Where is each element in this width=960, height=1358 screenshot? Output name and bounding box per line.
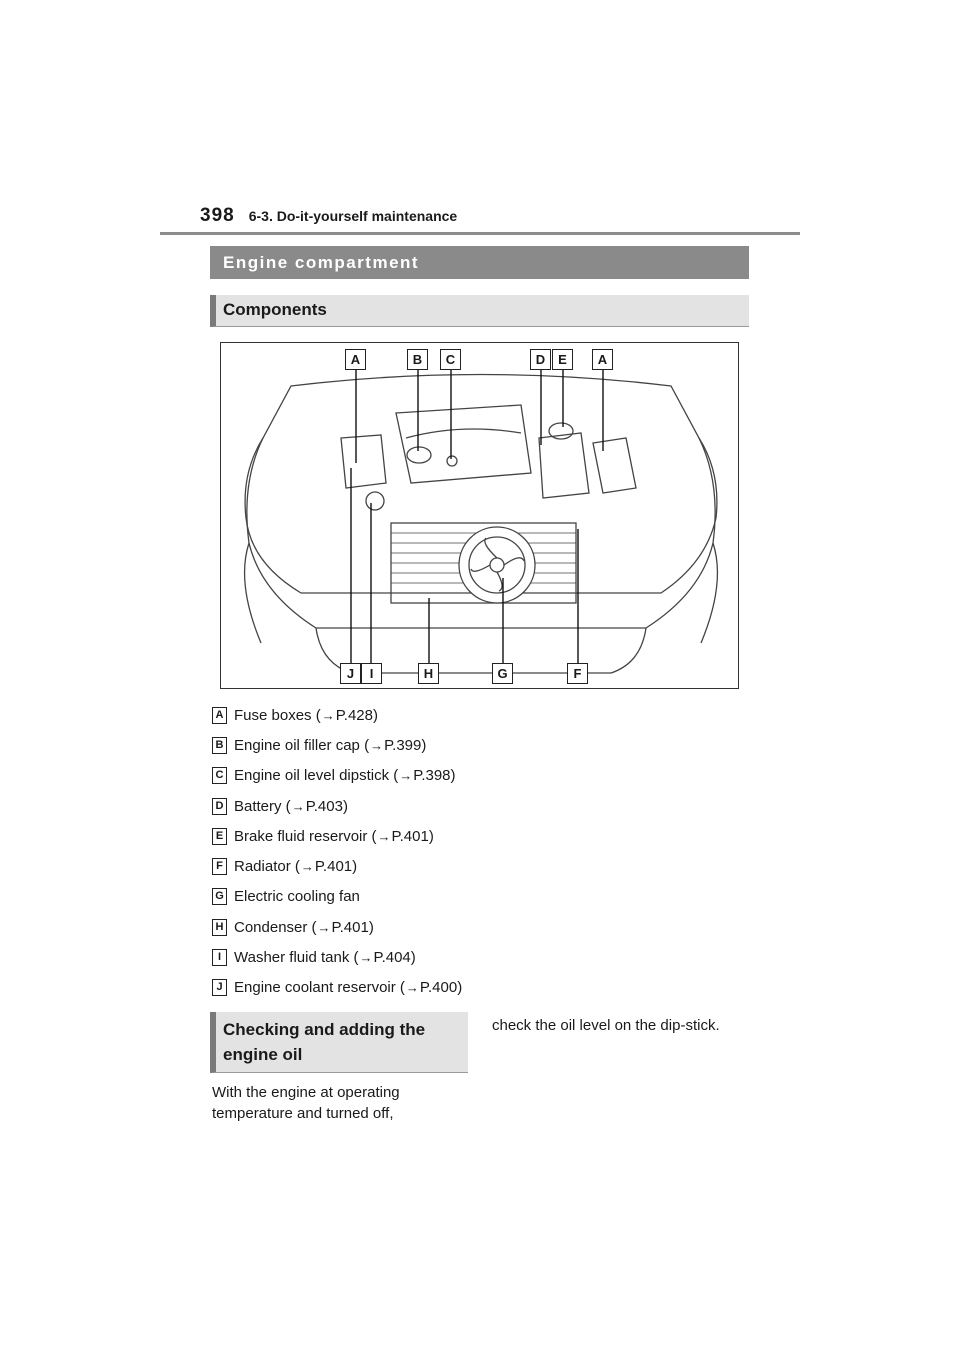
item-letter: F <box>212 858 227 875</box>
item-ref[interactable]: P.400) <box>419 979 463 997</box>
item-ref[interactable]: P.428) <box>335 706 378 724</box>
subsection-title: Components <box>210 295 749 327</box>
item-text: Fuse boxes ( <box>234 706 321 724</box>
list-item <box>212 942 462 972</box>
list-item <box>212 791 462 821</box>
arrow-icon: → <box>321 707 335 723</box>
arrow-icon: → <box>291 798 305 814</box>
section-title: Engine compartment <box>210 246 749 279</box>
callout-g: G <box>492 663 513 684</box>
item-text: Washer fluid tank ( <box>234 949 359 967</box>
list-item <box>212 700 462 730</box>
item-letter: J <box>212 979 227 996</box>
list-item <box>212 973 462 1003</box>
arrow-icon: → <box>370 737 384 753</box>
item-letter: B <box>212 737 227 754</box>
engine-compartment-figure <box>220 342 739 689</box>
list-item <box>212 761 462 791</box>
chapter-title: 6-3. Do-it-yourself maintenance <box>248 208 458 224</box>
callout-h: H <box>418 663 439 684</box>
arrow-icon: → <box>300 859 314 875</box>
item-text: Engine oil level dipstick ( <box>234 767 399 785</box>
item-letter: H <box>212 919 227 936</box>
callout-f: F <box>567 663 588 684</box>
item-text: Brake fluid reservoir ( <box>234 827 377 845</box>
item-ref[interactable]: P.401) <box>391 827 434 845</box>
header-divider <box>160 232 800 235</box>
list-item <box>212 882 462 912</box>
callout-e: E <box>552 349 573 370</box>
list-item <box>212 730 462 760</box>
arrow-icon: → <box>317 919 331 935</box>
item-ref[interactable]: P.403) <box>305 797 348 815</box>
components-list <box>212 700 462 1003</box>
engine-illustration <box>221 343 740 690</box>
oil-section-title: Checking and adding the engine oil <box>210 1012 468 1073</box>
item-letter: E <box>212 828 227 845</box>
item-letter: G <box>212 888 227 905</box>
list-item <box>212 851 462 881</box>
item-letter: A <box>212 707 227 724</box>
page-number: 398 <box>200 205 235 226</box>
list-item <box>212 912 462 942</box>
item-letter: C <box>212 767 227 784</box>
oil-paragraph-left: With the engine at operating temperature and turned off, <box>212 1084 400 1122</box>
callout-c: C <box>440 349 461 370</box>
callout-a-left: A <box>345 349 366 370</box>
arrow-icon: → <box>399 768 413 784</box>
callout-a-right: A <box>592 349 613 370</box>
oil-paragraph-right: check the oil level on the dip-stick. <box>492 1017 720 1034</box>
item-text: Battery ( <box>234 797 291 815</box>
page-header <box>200 205 457 227</box>
item-ref[interactable]: P.404) <box>373 949 416 967</box>
item-ref[interactable]: P.398) <box>413 767 456 785</box>
callout-j: J <box>340 663 361 684</box>
item-text: Condenser ( <box>234 918 317 936</box>
item-text: Engine coolant reservoir ( <box>234 979 405 997</box>
arrow-icon: → <box>405 980 419 996</box>
item-letter: D <box>212 798 227 815</box>
item-ref[interactable]: P.399) <box>384 736 427 754</box>
callout-d: D <box>530 349 551 370</box>
item-letter: I <box>212 949 227 966</box>
callout-i: I <box>361 663 382 684</box>
item-ref[interactable]: P.401) <box>314 858 358 876</box>
item-text: Electric cooling fan <box>234 888 360 906</box>
item-text: Radiator ( <box>234 858 300 876</box>
arrow-icon: → <box>377 828 391 844</box>
list-item <box>212 821 462 851</box>
item-text: Engine oil filler cap ( <box>234 736 370 754</box>
arrow-icon: → <box>359 950 373 966</box>
item-ref[interactable]: P.401) <box>331 918 374 936</box>
callout-b: B <box>407 349 428 370</box>
